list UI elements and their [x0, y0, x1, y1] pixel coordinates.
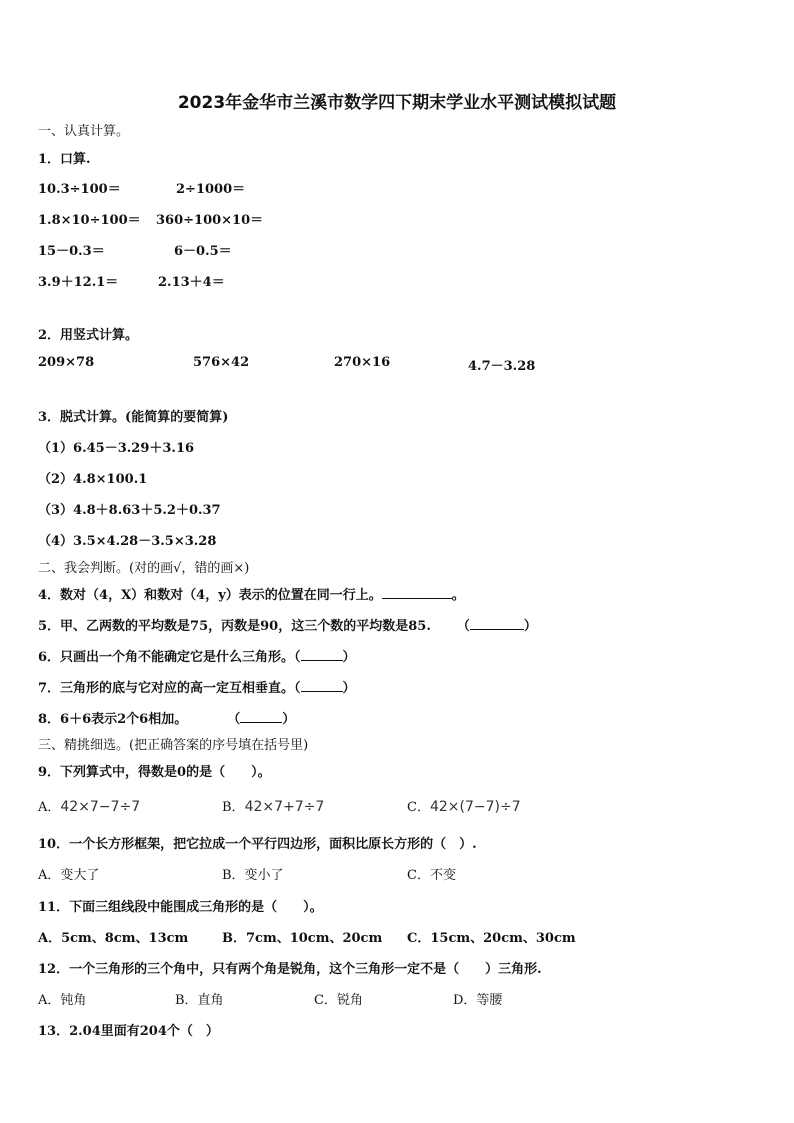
- q10-text: 10．一个长方形框架，把它拉成一个平行四边形，面积比原长方形的（ ）.: [38, 837, 477, 852]
- q2-item: 209×78: [38, 355, 95, 370]
- answer-blank[interactable]: [470, 617, 524, 630]
- q5-text: 5．甲、乙两数的平均数是75，丙数是90，这三个数的平均数是85.: [38, 619, 431, 634]
- q1-label: 1．口算.: [38, 152, 91, 167]
- section-3-heading: 三、精挑细选。(把正确答案的序号填在括号里): [38, 738, 309, 753]
- q9-option-b[interactable]: B．42×7+7÷7: [222, 799, 325, 815]
- q4: [38, 584, 465, 603]
- q4-text: 4．数对（4，X）和数对（4，y）表示的位置在同一行上。: [38, 588, 382, 603]
- q10-option-a[interactable]: A．变大了: [38, 868, 100, 883]
- q12-option-a[interactable]: A．钝角: [38, 993, 87, 1008]
- q3-item: （4）3.5×4.28－3.5×3.28: [38, 534, 217, 549]
- q1-item: 10.3÷100＝: [38, 182, 121, 197]
- q11-option-a[interactable]: A．5cm、8cm、13cm: [38, 931, 189, 946]
- q10-option-b[interactable]: B．变小了: [222, 868, 284, 883]
- q5-close: ）: [523, 619, 537, 634]
- q1-item: 2÷1000＝: [176, 182, 246, 197]
- q7-close: ）: [342, 681, 356, 696]
- q13-text: 13．2.04里面有204个（ ）: [38, 1024, 219, 1039]
- q10-option-c[interactable]: C．不变: [407, 868, 456, 883]
- q9-option-c[interactable]: C．42×(7−7)÷7: [407, 799, 521, 815]
- q1-item: 6－0.5＝: [174, 244, 232, 259]
- page-title: 2023年金华市兰溪市数学四下期末学业水平测试模拟试题: [177, 93, 617, 113]
- q3-item: （2）4.8×100.1: [38, 472, 148, 487]
- q12-option-b[interactable]: B．直角: [175, 993, 224, 1008]
- q2-item: 4.7－3.28: [468, 359, 536, 374]
- q6-close: ）: [342, 650, 356, 665]
- q7-text: 7．三角形的底与它对应的高一定互相垂直。（: [38, 681, 301, 696]
- q2-item: 270×16: [334, 355, 391, 370]
- q2-label: 2．用竖式计算。: [38, 328, 139, 343]
- q11-option-c[interactable]: C．15cm、20cm、30cm: [407, 931, 576, 946]
- section-1-heading: 一、认真计算。: [38, 124, 130, 139]
- q8-open: （: [227, 712, 241, 727]
- q1-item: 15－0.3＝: [38, 244, 105, 259]
- q12-option-c[interactable]: C．锐角: [314, 993, 363, 1008]
- q3-item: （3）4.8＋8.63＋5.2＋0.37: [38, 503, 221, 518]
- q9-option-a[interactable]: A．42×7−7÷7: [38, 799, 141, 815]
- q4-end: 。: [451, 588, 465, 603]
- q12-text: 12．一个三角形的三个角中，只有两个角是锐角，这个三角形一定不是（ ）三角形.: [38, 962, 542, 977]
- q8-close: ）: [282, 712, 296, 727]
- q5: [38, 615, 537, 634]
- q1-item: 2.13＋4＝: [158, 275, 225, 290]
- q11-option-b[interactable]: B．7cm、10cm、20cm: [222, 931, 383, 946]
- q1-item: 360÷100×10＝: [156, 213, 264, 228]
- q1-item: 3.9＋12.1＝: [38, 275, 119, 290]
- q6: [38, 646, 356, 665]
- q3-item: （1）6.45－3.29＋3.16: [38, 441, 195, 456]
- q8-text: 8．6＋6表示2个6相加。: [38, 712, 188, 727]
- q8: [38, 708, 295, 727]
- q12-option-d[interactable]: D．等腰: [453, 993, 503, 1008]
- q1-item: 1.8×10÷100＝: [38, 213, 141, 228]
- q6-text: 6．只画出一个角不能确定它是什么三角形。（: [38, 650, 301, 665]
- answer-blank[interactable]: [301, 648, 343, 661]
- q5-open: （: [456, 619, 470, 634]
- q3-label: 3．脱式计算。(能简算的要简算): [38, 410, 229, 425]
- answer-blank[interactable]: [240, 710, 282, 723]
- q11-text: 11．下面三组线段中能围成三角形的是（ ）。: [38, 900, 323, 915]
- q7: [38, 677, 356, 696]
- section-2-heading: 二、我会判断。(对的画√，错的画×): [38, 561, 250, 576]
- answer-blank[interactable]: [301, 679, 343, 692]
- q2-item: 576×42: [193, 355, 250, 370]
- q9-text: 9．下列算式中，得数是0的是（ ）。: [38, 765, 271, 780]
- answer-blank[interactable]: [382, 586, 452, 599]
